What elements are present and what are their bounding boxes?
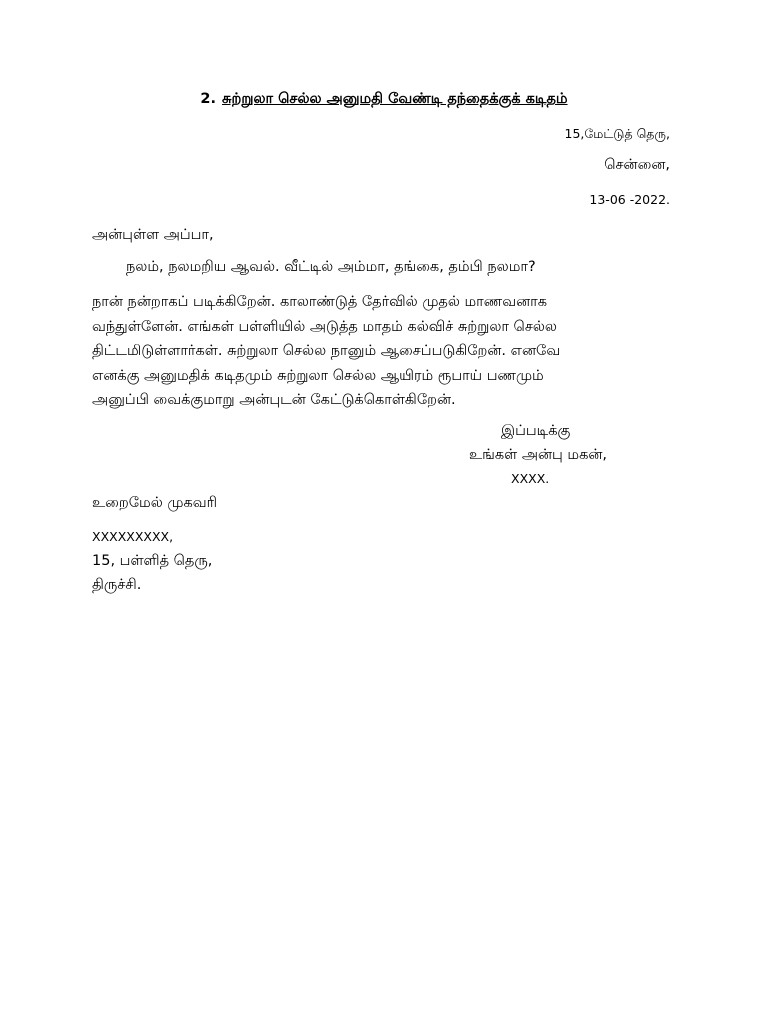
- body-line: வந்துள்ளேன். எங்கள் பள்ளியில் அடுத்த மாதம் கல்விச் சுற்றுலா செல்ல: [92, 318, 557, 335]
- sender-address-line-1: 15,மேட்டுத் தெரு,: [564, 126, 670, 141]
- letter-body: [92, 290, 670, 413]
- title-number: 2.: [200, 91, 217, 107]
- title-text: சுற்றுலா செல்ல அனுமதி வேண்டி தந்தைக்குக் கடிதம்: [222, 91, 568, 107]
- signature: XXXX.: [511, 471, 550, 486]
- salutation: அன்புள்ள அப்பா,: [92, 227, 214, 243]
- closing: இப்படிக்கு: [501, 423, 571, 439]
- body-line: அனுப்பி வைக்குமாறு அன்புடன் கேட்டுக்கொள்கிறேன்.: [92, 392, 456, 408]
- envelope-address-line-3: திருச்சி.: [92, 577, 142, 593]
- sender-address-line-2: சென்னை,: [604, 157, 670, 173]
- envelope-address-line-1: XXXXXXXXX,: [92, 529, 174, 544]
- letter-title: [0, 90, 768, 108]
- body-line: நான் நன்றாகப் படிக்கிறேன். காலாண்டுத் தேர்வில் முதல் மாணவனாக: [92, 294, 548, 310]
- body-line: திட்டமிடுள்ளார்கள். சுற்றுலா செல்ல நானும் ஆசைப்படுகிறேன். எனவே: [92, 343, 561, 359]
- envelope-address-line-2: 15, பள்ளித் தெரு,: [92, 553, 213, 569]
- greeting-line: நலம், நலமறிய ஆவல். வீட்டில் அம்மா, தங்கை, தம்பி நலமா?: [126, 259, 536, 275]
- body-line: எனக்கு அனுமதிக் கடிதமும் சுற்றுலா செல்ல ஆயிரம் ரூபாய் பணமும்: [92, 367, 544, 384]
- letter-date: 13-06 -2022.: [589, 192, 670, 207]
- closing-signoff: உங்கள் அன்பு மகன்,: [469, 447, 608, 463]
- envelope-heading: உறைமேல் முகவரி: [92, 495, 218, 511]
